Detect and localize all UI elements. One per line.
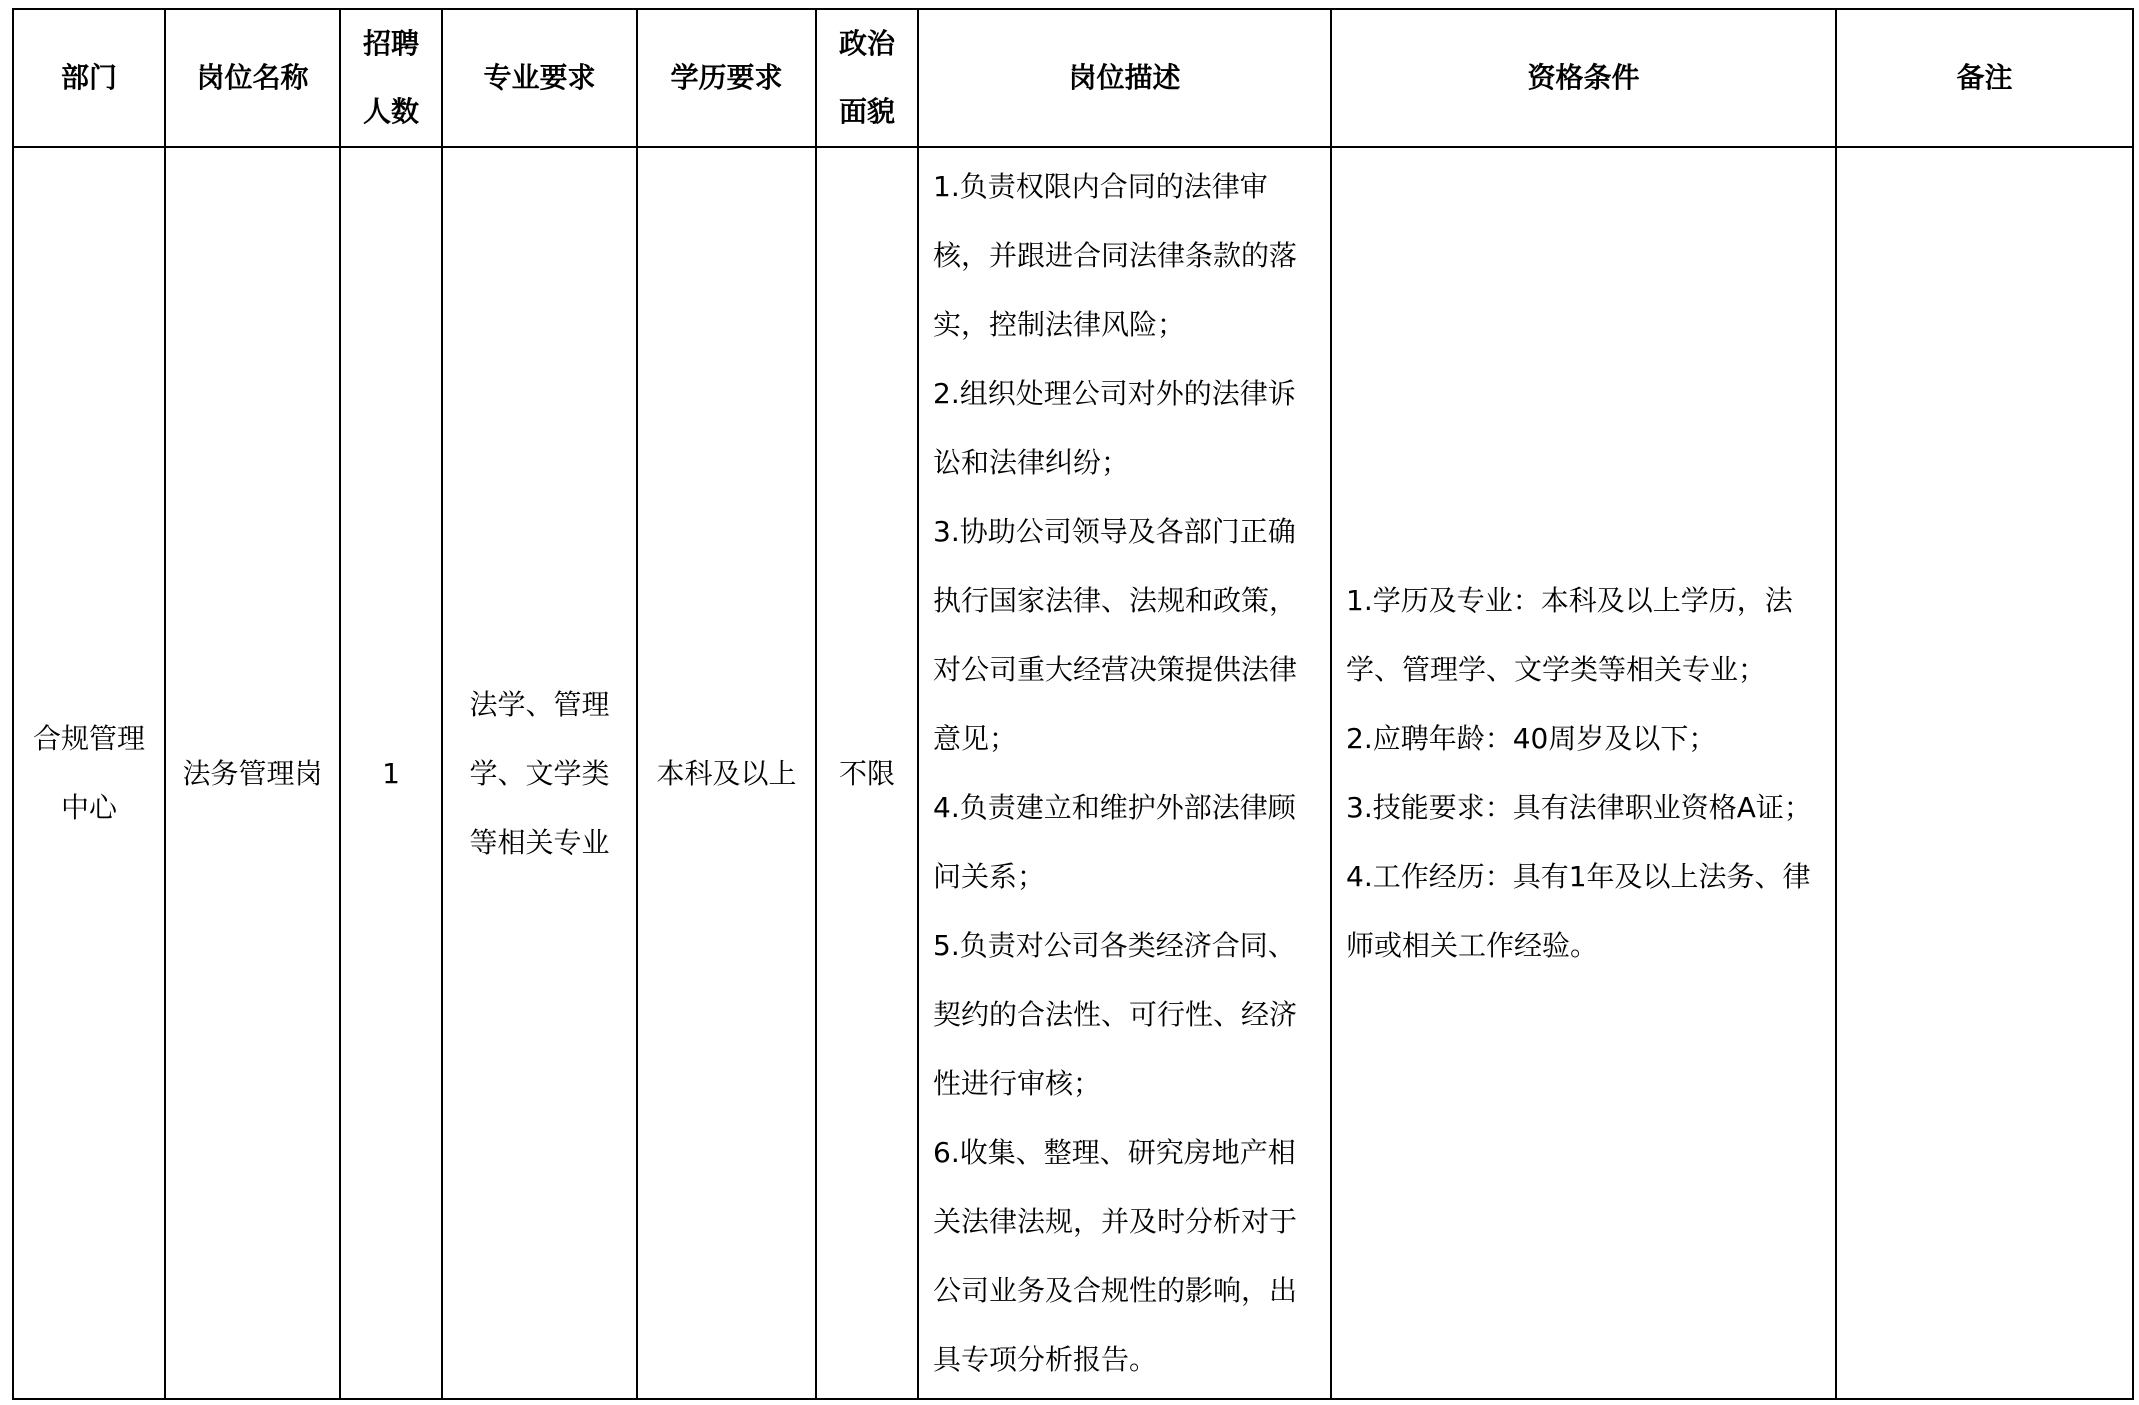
header-count: 招聘 人数 [340, 9, 442, 147]
header-major: 专业要求 [442, 9, 637, 147]
qualification-item: 3.技能要求：具有法律职业资格A证； [1346, 791, 1812, 824]
description-item: 3.协助公司领导及各部门正确执行国家法律、法规和政策，对公司重大经营决策提供法律意见； [933, 515, 1298, 755]
description-item: 2.组织处理公司对外的法律诉讼和法律纠纷； [933, 377, 1296, 479]
qualification-item: 1.学历及专业：本科及以上学历，法学、管理学、文学类等相关专业； [1346, 584, 1793, 686]
header-qualification: 资格条件 [1331, 9, 1836, 147]
header-dept: 部门 [13, 9, 165, 147]
cell-major: 法学、管理 学、文学类 等相关专业 [442, 147, 637, 1399]
cell-remark [1836, 147, 2133, 1399]
table-header-row [13, 9, 2133, 147]
header-education: 学历要求 [637, 9, 816, 147]
header-description: 岗位描述 [918, 9, 1331, 147]
cell-qualification [1331, 147, 1836, 1399]
cell-politics: 不限 [816, 147, 918, 1399]
cell-count: 1 [340, 147, 442, 1399]
header-remark: 备注 [1836, 9, 2133, 147]
description-item: 6.收集、整理、研究房地产相关法律法规，并及时分析对于公司业务及合规性的影响，出具专项分析报告。 [933, 1136, 1298, 1376]
table-row [13, 147, 2133, 1399]
recruitment-table [12, 8, 2134, 1400]
qualification-item: 4.工作经历：具有1年及以上法务、律师或相关工作经验。 [1346, 860, 1811, 962]
cell-dept: 合规管理 中心 [13, 147, 165, 1399]
qualification-item: 2.应聘年龄：40周岁及以下； [1346, 722, 1717, 755]
description-item: 5.负责对公司各类经济合同、契约的合法性、可行性、经济性进行审核； [933, 929, 1298, 1100]
description-item: 1.负责权限内合同的法律审核，并跟进合同法律条款的落实，控制法律风险； [933, 170, 1298, 341]
description-item: 4.负责建立和维护外部法律顾问关系； [933, 791, 1296, 893]
header-post: 岗位名称 [165, 9, 340, 147]
cell-description [918, 147, 1331, 1399]
cell-education: 本科及以上 [637, 147, 816, 1399]
cell-post: 法务管理岗 [165, 147, 340, 1399]
header-politics: 政治 面貌 [816, 9, 918, 147]
